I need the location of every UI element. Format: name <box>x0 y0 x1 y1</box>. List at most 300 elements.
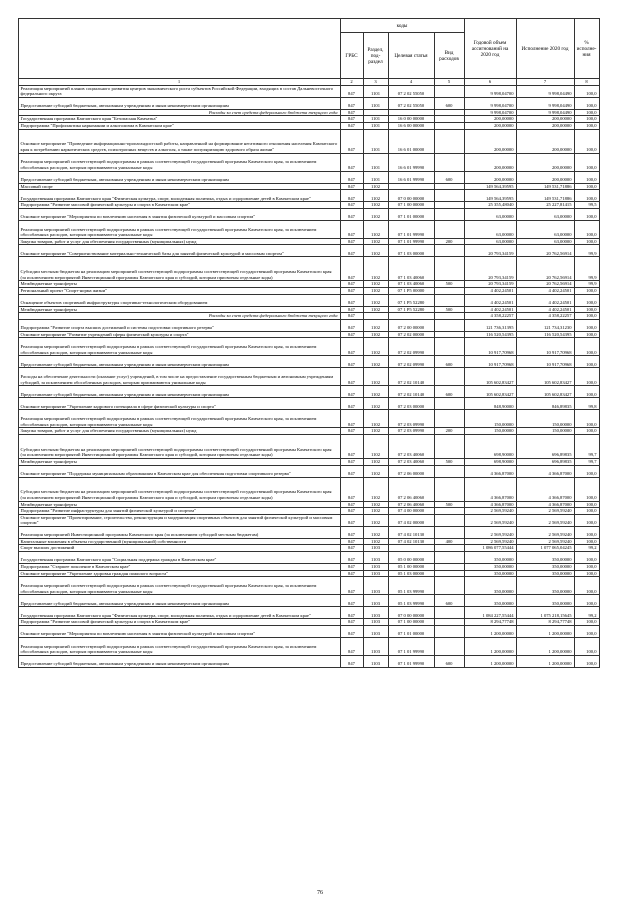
row-plan-amount: 200,00000 <box>464 116 516 123</box>
table-row <box>12 501 622 508</box>
row-percent: 100,0 <box>574 97 599 109</box>
row-grbs: 847 <box>340 477 363 501</box>
row-expense-type: 200 <box>434 428 464 435</box>
row-fact-amount: 150,00000 <box>516 428 574 435</box>
row-grbs: 847 <box>340 428 363 435</box>
row-target-code: 07 2 03 40060 <box>388 458 434 465</box>
row-target-code: 07 2 02 00000 <box>388 331 434 338</box>
row-razdel: 1103 <box>363 607 388 619</box>
row-razdel: 1102 <box>363 338 388 356</box>
row-target-code: 05 1 03 99990 <box>388 577 434 595</box>
row-razdel: 1101 <box>363 129 388 153</box>
row-grbs: 847 <box>340 619 363 626</box>
row-expense-type: 200 <box>434 238 464 245</box>
row-expense-type <box>434 526 464 538</box>
row-percent: 99,2 <box>574 607 599 619</box>
right-margin-cell <box>599 208 622 220</box>
table-row <box>12 153 622 171</box>
row-expense-type <box>434 508 464 515</box>
row-percent: 100,0 <box>574 637 599 655</box>
row-percent: 100,0 <box>574 85 599 97</box>
row-plan-amount: 350,00000 <box>464 564 516 571</box>
row-razdel: 1103 <box>363 552 388 564</box>
row-expense-type <box>434 338 464 356</box>
row-razdel: 1102 <box>363 238 388 245</box>
row-fact-amount: 4 366,87000 <box>516 477 574 501</box>
row-razdel: 1102 <box>363 368 388 386</box>
table-row <box>12 116 622 123</box>
row-razdel: 1102 <box>363 477 388 501</box>
row-expense-type <box>434 220 464 238</box>
row-expense-type: 600 <box>434 171 464 183</box>
row-name: Предоставление субсидий бюджетным, автономным учреждениям и иным некоммерческим организациям <box>18 386 340 398</box>
row-razdel: 1103 <box>363 655 388 667</box>
row-razdel: 1102 <box>363 208 388 220</box>
row-plan-amount: 105 602,83427 <box>464 386 516 398</box>
table-row <box>12 313 622 320</box>
table-row <box>12 85 622 97</box>
row-expense-type <box>434 477 464 501</box>
right-margin-cell <box>599 183 622 190</box>
row-expense-type: 600 <box>434 97 464 109</box>
right-margin-cell <box>599 428 622 435</box>
row-expense-type: 600 <box>434 386 464 398</box>
row-fact-amount: 63,00000 <box>516 208 574 220</box>
row-name: Основное мероприятие "Мероприятия по вовлечению населения в занятия физической культурой и массовым спортом" <box>18 625 340 637</box>
row-percent: 100,0 <box>574 208 599 220</box>
header-percent: % исполне-ния <box>574 19 599 79</box>
right-margin-cell <box>599 619 622 626</box>
right-margin-cell <box>599 356 622 368</box>
row-percent: 100,0 <box>574 116 599 123</box>
row-grbs: 847 <box>340 410 363 428</box>
row-razdel: 1102 <box>363 410 388 428</box>
row-expense-type <box>434 545 464 552</box>
row-razdel: 1103 <box>363 577 388 595</box>
row-expense-type: 600 <box>434 595 464 607</box>
right-margin-cell <box>599 319 622 331</box>
row-grbs: 847 <box>340 386 363 398</box>
row-fact-amount: 20 762,56914 <box>516 245 574 257</box>
row-fact-amount: 8 294,77748 <box>516 619 574 626</box>
row-name: Государственная программа Камчатского края "Физическая культура, спорт, молодежная политика, отдых и оздоровление детей в Камчатском крае" <box>18 607 340 619</box>
row-plan-amount: 150,00000 <box>464 428 516 435</box>
col-number: 3 <box>363 79 388 86</box>
header-vid: Вид расходов <box>434 33 464 79</box>
row-plan-amount: 25 355,48040 <box>464 202 516 209</box>
row-fact-amount: 200,00000 <box>516 122 574 129</box>
row-fact-amount: 9 998,04490 <box>516 85 574 97</box>
row-grbs: 847 <box>340 183 363 190</box>
row-grbs: 847 <box>340 129 363 153</box>
row-plan-amount: 200,00000 <box>464 153 516 171</box>
row-grbs: 847 <box>340 85 363 97</box>
table-row <box>12 338 622 356</box>
row-plan-amount: 63,00000 <box>464 238 516 245</box>
row-grbs: 847 <box>340 220 363 238</box>
row-plan-amount: 1 200,00000 <box>464 625 516 637</box>
row-fact-amount: 63,00000 <box>516 238 574 245</box>
row-name: Реализация мероприятий соответствующей подпрограммы в рамках соответствующей государственной программы Камчатского края, за исключением обособленных расходов, которым присваиваются уникальные коды <box>18 637 340 655</box>
row-fact-amount: 2 569,59240 <box>516 526 574 538</box>
table-row <box>12 508 622 515</box>
row-razdel: 1103 <box>363 545 388 552</box>
row-name: Основное мероприятие "Укрепление кадрового потенциала в сфере физической культуры и спорта" <box>18 398 340 410</box>
row-expense-type <box>434 514 464 526</box>
row-grbs: 847 <box>340 501 363 508</box>
row-name: Реализация мероприятий соответствующей подпрограммы в рамках соответствующей государственной программы Камчатского края, за исключением обособленных расходов, которым присваиваются уникальные коды <box>18 153 340 171</box>
table-row <box>12 458 622 465</box>
col-number: 1 <box>18 79 340 86</box>
row-grbs: 847 <box>340 607 363 619</box>
row-expense-type: 400 <box>434 538 464 545</box>
row-plan-amount: 20 793,34159 <box>464 245 516 257</box>
table-row <box>12 109 622 116</box>
row-fact-amount: 4 402,24501 <box>516 294 574 306</box>
col-number: 5 <box>434 79 464 86</box>
row-percent: 100,0 <box>574 595 599 607</box>
row-name: Расходы на обеспечение деятельности (оказание услуг) учреждений, в том числе на предоставление государственным бюджетным и автономным учреждениям субсидий, за исключением обособленных расходов, которым присваиваются уникальные коды <box>18 368 340 386</box>
row-name: Основное мероприятие "Укрепление здоровья граждан пожилого возраста" <box>18 570 340 577</box>
table-row <box>12 331 622 338</box>
row-percent: 100,0 <box>574 538 599 545</box>
row-name: Реализация мероприятий Инвестиционной программы Камчатского края (за исключением субсидий местным бюджетам) <box>18 526 340 538</box>
table-row <box>12 368 622 386</box>
row-grbs: 847 <box>340 319 363 331</box>
right-margin-cell <box>599 526 622 538</box>
table-row <box>12 637 622 655</box>
row-target-code: 16 6 00 00000 <box>388 122 434 129</box>
row-plan-amount: 121 736,31395 <box>464 319 516 331</box>
row-percent: 100,0 <box>574 428 599 435</box>
right-margin-cell <box>599 331 622 338</box>
row-percent: 100,0 <box>574 368 599 386</box>
col-number: 6 <box>464 79 516 86</box>
row-percent: 100,0 <box>574 331 599 338</box>
row-target-code: 07 1 03 40060 <box>388 281 434 288</box>
row-razdel: 1103 <box>363 564 388 571</box>
row-percent: 99,9 <box>574 257 599 281</box>
row-razdel: 1101 <box>363 122 388 129</box>
right-margin-cell <box>599 465 622 477</box>
row-fact-amount: 2 569,59240 <box>516 508 574 515</box>
row-grbs: 847 <box>340 526 363 538</box>
table-row <box>12 202 622 209</box>
row-grbs: 847 <box>340 238 363 245</box>
row-plan-amount: 4 366,87000 <box>464 465 516 477</box>
row-fact-amount: 9 998,04490 <box>516 97 574 109</box>
table-row <box>12 238 622 245</box>
table-row <box>12 183 622 190</box>
row-target-code: 16 0 00 00000 <box>388 116 434 123</box>
row-razdel: 1102 <box>363 257 388 281</box>
row-target-code: 07 2 06 00000 <box>388 465 434 477</box>
row-plan-amount: 105 602,83427 <box>464 368 516 386</box>
row-fact-amount: 4 402,24501 <box>516 287 574 294</box>
row-grbs: 847 <box>340 122 363 129</box>
header-codes: коды <box>340 19 464 33</box>
row-name: Реализация мероприятий соответствующей подпрограммы в рамках соответствующей государственной программы Камчатского края, за исключением обособленных расходов, которым присваиваются уникальные коды <box>18 338 340 356</box>
row-plan-amount: 116 520,54395 <box>464 331 516 338</box>
row-name: Предоставление субсидий бюджетным, автономным учреждениям и иным некоммерческим организациям <box>18 356 340 368</box>
row-grbs: 847 <box>340 434 363 458</box>
row-target-code: 07 1 03 00000 <box>388 245 434 257</box>
row-razdel: 1101 <box>363 116 388 123</box>
row-grbs: 847 <box>340 458 363 465</box>
row-fact-amount: 149 531,71886 <box>516 190 574 202</box>
row-percent: 100,0 <box>574 386 599 398</box>
row-name: Субсидии местным бюджетам на реализацию мероприятий соответствующей подпрограммы соответствующей государственной программы Камчатского края (за исключением мероприятий Инвестиционной программы Камчатского края и субсидий, которым присвоены отдельные коды) <box>18 477 340 501</box>
row-target-code: 07 2 03 40060 <box>388 434 434 458</box>
row-fact-amount: 150,00000 <box>516 410 574 428</box>
table-body <box>12 19 622 668</box>
row-target-code: 07 1 01 00000 <box>388 208 434 220</box>
table-row <box>12 122 622 129</box>
header-grbs: ГРБС <box>340 33 363 79</box>
row-name: Межбюджетные трансферты <box>18 306 340 313</box>
row-name: Подпрограмма "Развитие массовой физической культуры и спорта в Камчатском крае" <box>18 619 340 626</box>
row-razdel: 1102 <box>363 319 388 331</box>
row-percent: 100,0 <box>574 514 599 526</box>
row-grbs: 847 <box>340 637 363 655</box>
row-fact-amount: 4 402,24501 <box>516 306 574 313</box>
row-target-code: 07 2 02 09990 <box>388 356 434 368</box>
row-expense-type <box>434 313 464 320</box>
row-target-code: 16 6 01 00000 <box>388 129 434 153</box>
table-row <box>12 398 622 410</box>
row-target-code <box>388 183 434 190</box>
row-razdel: 1102 <box>363 220 388 238</box>
row-percent: 100,0 <box>574 287 599 294</box>
table-row <box>12 319 622 331</box>
row-razdel: 1102 <box>363 428 388 435</box>
row-expense-type <box>434 85 464 97</box>
row-fact-amount: 696,89835 <box>516 458 574 465</box>
row-percent: 100,0 <box>574 356 599 368</box>
row-target-code: 07 2 06 40060 <box>388 477 434 501</box>
row-target-code: 05 1 03 00000 <box>388 570 434 577</box>
row-target-code: 07 1 00 00000 <box>388 202 434 209</box>
table-row <box>12 552 622 564</box>
header-razdel: Раздел, под-раздел <box>363 33 388 79</box>
right-margin-cell <box>599 538 622 545</box>
row-razdel: 1101 <box>363 153 388 171</box>
row-expense-type <box>434 109 464 116</box>
row-target-code: 07 2 06 40060 <box>388 501 434 508</box>
row-name: Подпрограмма "Профилактика наркомании и алкоголизма в Камчатском крае" <box>18 122 340 129</box>
row-plan-amount: 698,90000 <box>464 434 516 458</box>
row-grbs: 847 <box>340 257 363 281</box>
row-grbs: 847 <box>340 655 363 667</box>
row-grbs: 847 <box>340 313 363 320</box>
row-percent: 99,7 <box>574 434 599 458</box>
row-razdel: 1102 <box>363 514 388 526</box>
row-razdel: 1102 <box>363 306 388 313</box>
row-plan-amount: 20 793,34159 <box>464 257 516 281</box>
row-expense-type <box>434 625 464 637</box>
row-percent: 100,0 <box>574 625 599 637</box>
row-target-code: 07 1 01 99990 <box>388 655 434 667</box>
row-fact-amount: 1 075 218,15645 <box>516 607 574 619</box>
right-margin-cell <box>599 514 622 526</box>
row-target-code: 05 1 03 99990 <box>388 595 434 607</box>
right-margin-cell <box>599 257 622 281</box>
right-margin-cell <box>599 368 622 386</box>
table-row <box>12 514 622 526</box>
row-target-code: 07 4 00 00000 <box>388 508 434 515</box>
row-grbs: 847 <box>340 538 363 545</box>
row-target-code: 07 2 03 09990 <box>388 428 434 435</box>
row-fact-amount: 2 569,59240 <box>516 514 574 526</box>
right-margin-cell <box>599 97 622 109</box>
row-percent: 99,8 <box>574 398 599 410</box>
row-name: Основное мероприятие "Мероприятия по вовлечению населения в занятия физической культурой и массовым спортом" <box>18 208 340 220</box>
row-razdel: 1103 <box>363 570 388 577</box>
row-fact-amount: 149 531,71886 <box>516 183 574 190</box>
row-plan-amount: 4 366,87000 <box>464 501 516 508</box>
table-row <box>12 306 622 313</box>
row-name: Государственная программа Камчатского края "Социальная поддержка граждан в Камчатском крае" <box>18 552 340 564</box>
row-grbs: 847 <box>340 625 363 637</box>
row-plan-amount: 4 402,24501 <box>464 287 516 294</box>
row-razdel: 1102 <box>363 281 388 288</box>
right-margin-cell <box>599 607 622 619</box>
row-expense-type <box>434 202 464 209</box>
row-target-code: 07 2 02 09990 <box>388 338 434 356</box>
right-margin-cell <box>599 294 622 306</box>
row-grbs: 847 <box>340 287 363 294</box>
right-margin-cell <box>599 458 622 465</box>
row-name: Субсидии местным бюджетам на реализацию мероприятий соответствующей подпрограммы соответствующей государственной программы Камчатского края (за исключением мероприятий Инвестиционной программы Камчатского края и субсидий, которым присвоены отдельные коды) <box>18 434 340 458</box>
row-razdel: 1102 <box>363 386 388 398</box>
right-margin-cell <box>599 508 622 515</box>
row-name: Основное мероприятие "Проведение информационно-пропагандистской работы, направленной на формирование негативного отношения населения Камчатского края к потреблению наркотических средств, психотропных веществ и алкоголя, а также популяризацию здорового образа жизни" <box>18 129 340 153</box>
right-margin-cell <box>599 287 622 294</box>
row-name: Закупка товаров, работ и услуг для обеспечения государственных (муниципальных) нужд <box>18 238 340 245</box>
header-plan: Годовой объем ассигнований на 2020 год <box>464 19 516 79</box>
row-plan-amount: 149 564,39595 <box>464 183 516 190</box>
row-plan-amount: 350,00000 <box>464 595 516 607</box>
row-target-code: 07 1 03 40060 <box>388 257 434 281</box>
row-percent: 100,0 <box>574 122 599 129</box>
right-margin-cell <box>599 637 622 655</box>
row-percent: 99,5 <box>574 202 599 209</box>
right-margin-cell <box>599 552 622 564</box>
row-plan-amount: 63,00000 <box>464 208 516 220</box>
row-target-code: 07 1 P5 52280 <box>388 306 434 313</box>
row-fact-amount: 200,00000 <box>516 116 574 123</box>
row-name: Спорт высших достижений <box>18 545 340 552</box>
row-name: Субсидии местным бюджетам на реализацию мероприятий соответствующей подпрограммы соответствующей государственной программы Камчатского края (за исключением мероприятий Инвестиционной программы Камчатского края и субсидий, которым присвоены отдельные коды) <box>18 257 340 281</box>
row-razdel <box>363 109 388 116</box>
row-grbs: 847 <box>340 281 363 288</box>
row-expense-type <box>434 129 464 153</box>
row-plan-amount: 350,00000 <box>464 570 516 577</box>
row-fact-amount: 200,00000 <box>516 171 574 183</box>
table-row <box>12 410 622 428</box>
row-percent: 100,0 <box>574 564 599 571</box>
table-row <box>12 386 622 398</box>
row-plan-amount: 9 998,04700 <box>464 109 516 116</box>
row-name: Предоставление субсидий бюджетным, автономным учреждениям и иным некоммерческим организациям <box>18 97 340 109</box>
row-plan-amount: 149 564,39595 <box>464 190 516 202</box>
row-fact-amount: 200,00000 <box>516 153 574 171</box>
table-row <box>12 477 622 501</box>
row-target-code: 07 2 03 09990 <box>388 410 434 428</box>
row-name: Оснащение объектов спортивной инфраструктуры спортивно-технологическим оборудованием <box>18 294 340 306</box>
row-razdel: 1102 <box>363 287 388 294</box>
row-percent: 100,0 <box>574 465 599 477</box>
row-name: Государственная программа Камчатского края "Безопасная Камчатка" <box>18 116 340 123</box>
row-plan-amount: 2 569,59240 <box>464 514 516 526</box>
right-margin-cell <box>599 577 622 595</box>
right-margin-cell <box>599 79 622 86</box>
row-target-code: 07 1 01 00000 <box>388 625 434 637</box>
row-name: Расходы за счет средств федерального бюджета текущего года <box>18 109 340 116</box>
row-target-code: 07 4 02 10130 <box>388 526 434 538</box>
row-grbs: 847 <box>340 97 363 109</box>
row-plan-amount: 2 569,59240 <box>464 538 516 545</box>
row-name: Реализация мероприятий соответствующей подпрограммы в рамках соответствующей государственной программы Камчатского края, за исключением обособленных расходов, которым присваиваются уникальные коды <box>18 410 340 428</box>
row-grbs: 847 <box>340 171 363 183</box>
row-target-code: 07 2 02 55050 <box>388 97 434 109</box>
row-grbs: 847 <box>340 331 363 338</box>
row-grbs: 847 <box>340 577 363 595</box>
row-target-code: 07 1 00 00000 <box>388 619 434 626</box>
right-margin-cell <box>599 220 622 238</box>
row-plan-amount: 2 569,59240 <box>464 508 516 515</box>
row-name: Предоставление субсидий бюджетным, автономным учреждениям и иным некоммерческим организациям <box>18 171 340 183</box>
row-percent: 100,0 <box>574 570 599 577</box>
row-razdel: 1102 <box>363 331 388 338</box>
header-row-top <box>12 19 622 33</box>
row-razdel: 1102 <box>363 465 388 477</box>
row-name: Основное мероприятие "Проектирование, строительство, реконструкция и модернизация спортивных объектов для занятий физической культурой и массовым спортом" <box>18 514 340 526</box>
right-margin-cell <box>599 306 622 313</box>
row-percent: 100,0 <box>574 313 599 320</box>
row-grbs: 847 <box>340 190 363 202</box>
right-margin-cell <box>599 129 622 153</box>
table-row <box>12 129 622 153</box>
row-name: Реализация мероприятий соответствующей подпрограммы в рамках соответствующей государственной программы Камчатского края, за исключением обособленных расходов, которым присваиваются уникальные коды <box>18 577 340 595</box>
row-percent: 100,0 <box>574 508 599 515</box>
row-fact-amount: 200,00000 <box>516 129 574 153</box>
header-fact: Исполнение 2020 год <box>516 19 574 79</box>
row-plan-amount: 9 998,04700 <box>464 85 516 97</box>
row-expense-type <box>434 368 464 386</box>
right-margin-cell <box>599 655 622 667</box>
row-plan-amount: 4 366,87000 <box>464 477 516 501</box>
row-target-code: 07 0 00 00000 <box>388 190 434 202</box>
table-row <box>12 287 622 294</box>
row-name: Межбюджетные трансферты <box>18 458 340 465</box>
right-margin-cell <box>599 477 622 501</box>
right-margin-cell <box>599 190 622 202</box>
row-target-code: 07 2 02 55050 <box>388 85 434 97</box>
row-percent: 100,0 <box>574 526 599 538</box>
row-plan-amount: 1 084 227,55444 <box>464 607 516 619</box>
row-name: Закупка товаров, работ и услуг для обеспечения государственных (муниципальных) нужд <box>18 428 340 435</box>
table-row <box>12 171 622 183</box>
row-plan-amount: 150,00000 <box>464 410 516 428</box>
row-fact-amount: 10 917,70968 <box>516 338 574 356</box>
row-razdel: 1102 <box>363 190 388 202</box>
table-row <box>12 190 622 202</box>
table-row <box>12 208 622 220</box>
row-grbs: 847 <box>340 153 363 171</box>
row-expense-type: 500 <box>434 306 464 313</box>
col-number: 7 <box>516 79 574 86</box>
